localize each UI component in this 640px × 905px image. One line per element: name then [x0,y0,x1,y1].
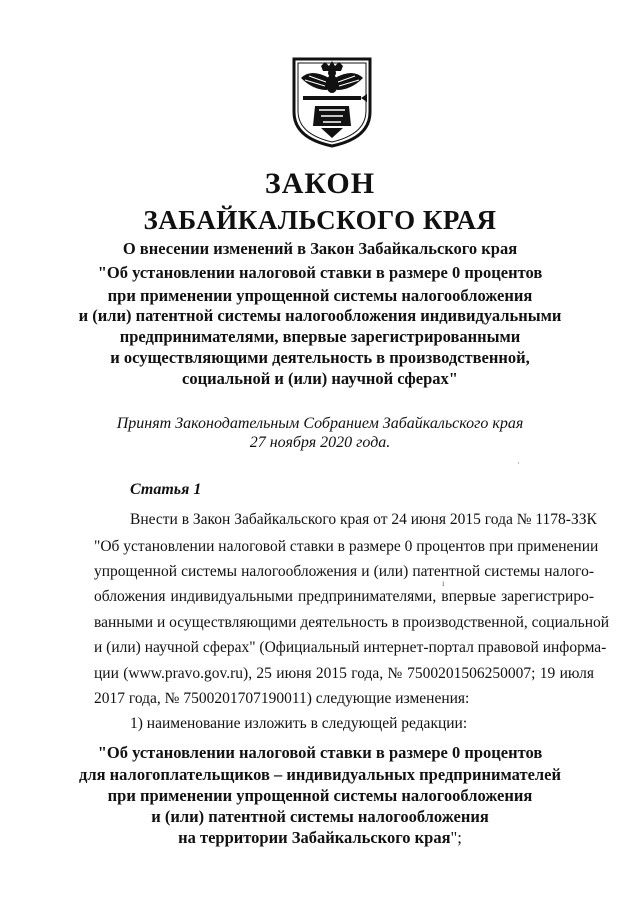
new-name-line: для налогоплательщиков – индивидуальных предпринимателей [79,765,561,784]
adoption-line: Принят Законодательным Собранием Забайкальского края [116,415,524,432]
law-title: ЗАКОН [264,167,376,200]
paragraph-line: ванными и осуществляющими деятельность в производственной, социальной [94,614,610,631]
scan-mark: ı [442,578,445,588]
article-heading: Статья 1 [130,481,202,498]
paragraph-line: обложения индивидуальными предпринимателями, впервые зарегистриро- [94,588,594,605]
paragraph-line: ции (www.pravo.gov.ru), 25 июня 2015 года, № 7500201506250007; 19 июля [94,665,594,682]
subject-line: и осуществляющими деятельность в производственной, [110,348,530,367]
region-title: ЗАБАЙКАЛЬСКОГО КРАЯ [143,205,497,235]
subject-line: и (или) патентной системы налогообложения индивидуальными [78,306,562,325]
new-name-line: "Об установлении налоговой ставки в размере 0 процентов [97,743,543,762]
scan-mark: · [517,458,520,468]
paragraph-line: и (или) научной сферах" (Официальный интернет-портал правовой информа- [94,639,607,656]
item-1: 1) наименование изложить в следующей редакции: [130,715,468,732]
new-name-line: на территории Забайкальского края [178,828,451,847]
subject-line: социальной и (или) научной сферах" [182,369,458,388]
adoption-date: 27 ноября 2020 года. [249,434,391,451]
paragraph-line: Внести в Закон Забайкальского края от 24 июня 2015 года № 1178-ЗЗК [130,511,597,528]
subject-line: "Об установлении налоговой ставки в размере 0 процентов [97,263,543,282]
paragraph-line: упрощенной системы налогообложения и (или) патентной системы налого- [94,563,594,580]
closing-quote: "; [450,828,462,847]
subject-line: предпринимателями, впервые зарегистрированными [119,327,521,346]
subject-line: при применении упрощенной системы налогообложения [107,286,533,305]
subject-line: О внесении изменений в Закон Забайкальского края [122,239,518,258]
paragraph-line: 2017 года, № 7500201707190011) следующие изменения: [94,690,470,707]
new-name-last-line [0,828,640,848]
paragraph-line: "Об установлении налоговой ставки в размере 0 процентов при применении [94,538,599,555]
new-name-line: при применении упрощенной системы налогообложения [107,786,533,805]
new-name-line: и (или) патентной системы налогообложения [151,807,489,826]
coat-of-arms-icon [291,56,373,148]
